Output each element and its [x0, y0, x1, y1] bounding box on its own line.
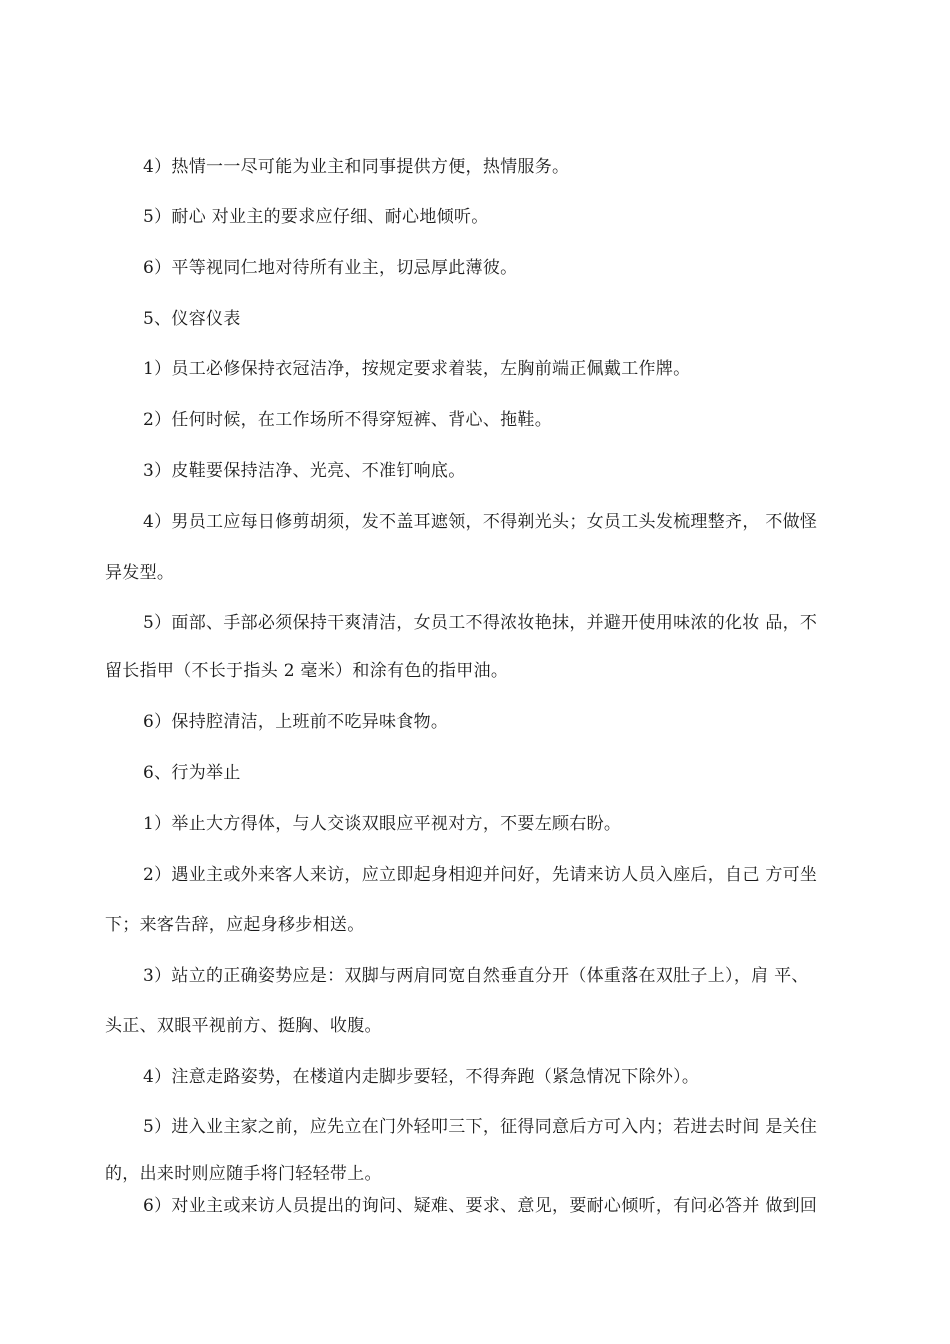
paragraph-line: 2）任何时候，在工作场所不得穿短裤、背心、拖鞋。: [143, 410, 553, 430]
paragraph-line: 6）平等视同仁地对待所有业主，切忌厚此薄彼。: [143, 258, 518, 278]
paragraph-line: 头正、双眼平视前方、挺胸、收腹。: [105, 1016, 382, 1036]
paragraph-line: 3）站立的正确姿势应是：双脚与两肩同宽自然垂直分开（体重落在双肚子上），肩 平、: [143, 966, 809, 986]
paragraph-line: 留长指甲（不长于指头 2 毫米）和涂有色的指甲油。: [105, 661, 509, 681]
paragraph-line: 6）保持腔清洁，上班前不吃异味食物。: [143, 712, 449, 732]
paragraph-line: 5）面部、手部必须保持干爽清洁，女员工不得浓妆艳抹，并避开使用味浓的化妆 品，不: [143, 613, 818, 633]
paragraph-line: 4）注意走路姿势，在楼道内走脚步要轻，不得奔跑（紧急情况下除外）。: [143, 1067, 700, 1087]
paragraph-line: 5）耐心 对业主的要求应仔细、耐心地倾听。: [143, 207, 489, 227]
paragraph-line: 2）遇业主或外来客人来访，应立即起身相迎并问好，先请来访人员入座后，自己 方可坐: [143, 865, 818, 885]
paragraph-line: 4）热情一一尽可能为业主和同事提供方便，热情服务。: [143, 157, 570, 177]
paragraph-line: 3）皮鞋要保持洁净、光亮、不准钉响底。: [143, 461, 466, 481]
paragraph-line: 1）举止大方得体，与人交谈双眼应平视对方，不要左顾右盼。: [143, 814, 622, 834]
paragraph-line: 5）进入业主家之前，应先立在门外轻叩三下，征得同意后方可入内；若进去时间 是关住: [143, 1117, 818, 1137]
paragraph-line: 异发型。: [105, 563, 175, 583]
paragraph-line: 下；来客告辞，应起身移步相送。: [105, 915, 365, 935]
section-heading: 5、仪容仪表: [143, 309, 241, 329]
paragraph-line: 6）对业主或来访人员提出的询问、疑难、要求、意见，要耐心倾听，有问必答并 做到回: [143, 1196, 818, 1216]
paragraph-line: 的，出来时则应随手将门轻轻带上。: [105, 1164, 382, 1184]
section-heading: 6、行为举止: [143, 763, 241, 783]
paragraph-line: 1）员工必修保持衣冠洁净，按规定要求着装，左胸前端正佩戴工作牌。: [143, 359, 691, 379]
paragraph-line: 4）男员工应每日修剪胡须，发不盖耳遮领，不得剃光头；女员工头发梳理整齐， 不做怪: [143, 512, 818, 532]
